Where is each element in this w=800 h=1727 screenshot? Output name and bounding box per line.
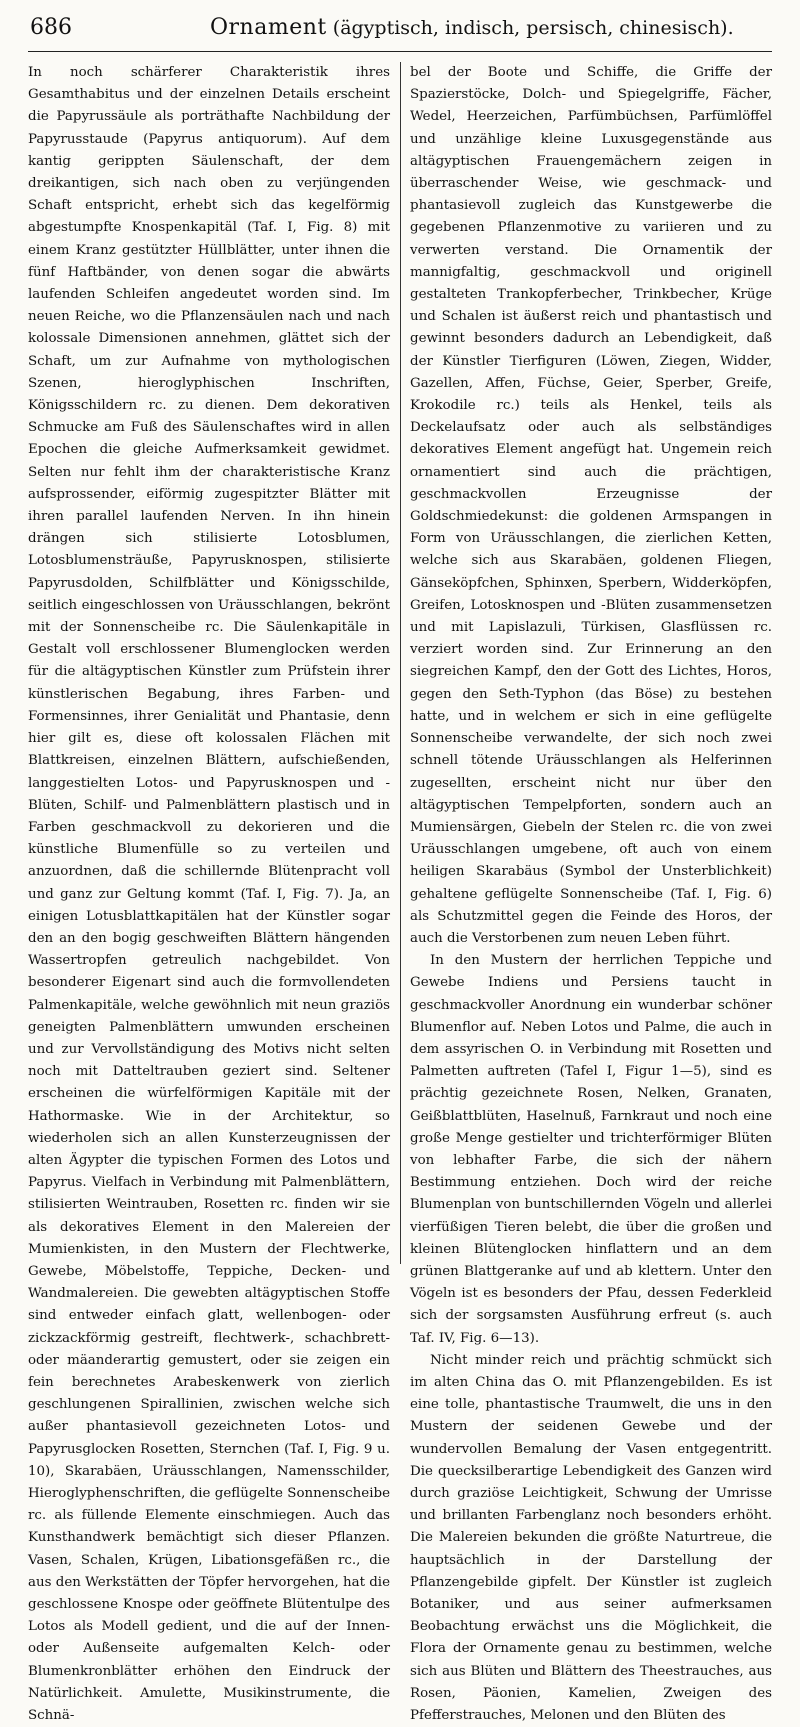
paragraph: In noch schärferer Charakteristik ihres Gesamthabitus und der einzelnen Details erscheint die Papyrussäule als porträthafte Nachbildung der Papyrusstaude (Papyrus antiquorum). Auf dem kantig gerippten Säulenschaft, der dem dreikantigen, sich nach oben zu verjüngenden Schaft entspricht, erhebt sich das kegelförmig abgestumpfte Knospenkapitäl (Taf. I, Fig. 8) mit einem Kranz gestützter Hüllblätter, unter ihnen die fünf Haftbänder, von denen sogar die abwärts laufenden Schleifen angedeutet worden sind. Im neuen Reiche, wo die Pflanzensäulen nach und nach kolossale Dimensionen annehmen, glättet sich der Schaft, um zur Aufnahme von mythologischen Szenen, hieroglyphischen Inschriften, Königsschildern rc. zu dienen. Dem dekorativen Schmucke am Fuß des Säulenschaftes wird in allen Epochen die gleiche Aufmerksamkeit gewidmet. Selten nur fehlt ihm der charakteristische Kranz aufsprossender, eiförmig zugespitzter Blätter mit ihren parallel laufenden Nerven. In ihn hinein drängen sich stilisierte Lotosblumen, Lotosblumensträuße, Papyrusknospen, stilisierte Papyrusdolden, Schilfblätter und Königsschilde, seitlich eingeschlossen von Uräusschlangen, bekrönt mit der Sonnenscheibe rc. Die Säulenkapitäle in Gestalt voll erschlossener Blumenglocken werden für die altägyptischen Künstler zum Prüfstein ihrer künstlerischen Begabung, ihres Farben- und Formensinnes, ihrer Genialität und Phantasie, denn hier gilt es, diese oft kolossalen Flächen mit Blattkreisen, einzelnen Blättern, aufschießenden, langgestielten Lotos- und Papyrusknospen und -Blüten, Schilf- und Palmenblättern plastisch und in Farben geschmackvoll zu dekorieren und die künstliche Blumenfülle so zu verteilen und anzuordnen, daß die schillernde Blütenpracht voll und ganz zur Geltung kommt (Taf. I, Fig. 7). Ja, an einigen Lotusblattkapitälen hat der Künstler sogar den an den bogig geschweiften Blättern hängenden Wassertropfen getreulich nachgebildet. Von besonderer Eigenart sind auch die formvollendeten Palmenkapitäle, welche gewöhnlich mit neun graziös geneigten Palmenblättern umwunden erscheinen und zur Vervollständigung des Motivs nicht selten noch mit Datteltrauben geziert sind. Seltener erscheinen die würfelförmigen Kapitäle mit der Hathormaske. Wie in der Architektur, so wiederholen sich an allen Kunsterzeugnissen der alten Ägypter die typischen Formen des Lotos und Papyrus. Vielfach in Verbindung mit Palmenblättern, stilisierten Weintrauben, Rosetten rc. finden wir sie als dekoratives Element in den Malereien der Mumienkisten, in den Mustern der Flechtwerke, Gewebe, Möbelstoffe, Teppiche, Decken- und Wandmalereien. Die gewebten altägyptischen Stoffe sind entweder einfach glatt, wellenbogen- oder zickzackförmig gestreift, flechtwerk-, schachbrett- oder mäanderartig gemustert, oder sie zeigen ein fein berechnetes Arabeskenwerk von zierlich geschlungenen Spirallinien, zwischen welche sich außer phantasievoll gezeichneten Lotos- und Papyrusglocken Rosetten, Sternchen (Taf. I, Fig. 9 u. 10), Skarabäen, Uräusschlangen, Namensschilder, Hieroglyphenschriften, die geflügelte Sonnenscheibe rc. als füllende Elemente einschmiegen. Auch das Kunsthandwerk bemächtigt sich dieser Pflanzen. Vasen, Schalen, Krügen, Libationsgefäßen rc., die aus den Werkstätten der Töpfer hervorgehen, hat die geschlossene Knospe oder geöffnete Blütentulpe des Lotos als Modell gedient, und die auf der Innen- oder Außenseite aufgemalten Kelch- oder Blumenkronblätter erhöhen den Eindruck der Natürlichkeit. Amulette, Musikinstrumente, die Schnä- [28,65,390,1724]
paragraph: In den Mustern der herrlichen Teppiche und Gewebe Indiens und Persiens taucht in geschmackvoller Anordnung ein wunderbar schöner Blumenflor auf. Neben Lotos und Palme, die auch in dem assyrischen O. in Verbindung mit Rosetten und Palmetten auftreten (Tafel I, Figur 1—5), sind es prächtig gezeichnete Rosen, Nelken, Granaten, Geißblattblüten, Haselnuß, Farnkraut und noch eine große Menge gestielter und trichterförmiger Blüten von lebhafter Farbe, die sich der nähern Bestimmung entziehen. Doch wird der reiche Blumenplan von buntschillernden Vögeln und allerlei vierfüßigen Tieren belebt, die über die großen und kleinen Blütenglocken hinflattern und an dem grünen Blattgeranke auf und ab klettern. Unter den Vögeln ist es besonders der Pfau, dessen Federkleid sich der sorgsamsten Ausführung erfreut (s. auch Taf. IV, Fig. 6—13). [410,953,772,1346]
paragraph: bel der Boote und Schiffe, die Griffe der Spazierstöcke, Dolch- und Spiegelgriffe, Fächer, Wedel, Heerzeichen, Parfümbüchsen, Parfümlöffel und unzählige kleine Luxusgegenstände aus altägyptischen Frauengemächern zeigen in überraschender Weise, wie geschmack- und phantasievoll zugleich das Kunstgewerbe die gegebenen Pflanzenmotive zu variieren und zu verwerten verstand. Die Ornamentik der mannigfaltig, geschmackvoll und originell gestalteten Trankopferbecher, Trinkbecher, Krüge und Schalen ist äußerst reich und phantastisch und gewinnt besonders dadurch an Lebendigkeit, daß der Künstler Tierfiguren (Löwen, Ziegen, Widder, Gazellen, Affen, Füchse, Geier, Sperber, Greife, Krokodile rc.) teils als Henkel, teils als Deckelaufsatz oder auch als selbständiges dekoratives Element angefügt hat. Ungemein reich ornamentiert sind auch die prächtigen, geschmackvollen Erzeugnisse der Goldschmiedekunst: die goldenen Armspangen in Form von Uräusschlangen, die zierlichen Ketten, welche sich aus Skarabäen, goldenen Fliegen, Gänseköpfchen, Sphinxen, Sperbern, Widderköpfen, Greifen, Lotosknospen und -Blüten zusammensetzen und mit Lapislazuli, Türkisen, Glasflüssen rc. verziert worden sind. Zur Erinnerung an den siegreichen Kampf, den der Gott des Lichtes, Horos, gegen den Seth-Typhon (das Böse) zu bestehen hatte, und in welchem er sich in eine geflügelte Sonnenscheibe verwandelte, der sich noch zwei schnell tötende Uräusschlangen als Helferinnen zugesellten, erscheint nicht nur über den altägyptischen Tempelpforten, sondern auch an Mumiensärgen, Giebeln der Stelen rc. die von zwei Uräusschlangen umgebene, oft auch von einem heiligen Skarabäus (Symbol der Unsterblichkeit) gehaltene geflügelte Sonnenscheibe (Taf. I, Fig. 6) als Schutzmittel gegen die Feinde des Horos, der auch die Verstorbenen zum neuen Leben führt. [410,65,772,946]
column-divider [400,62,401,1264]
running-head-title: Ornament [210,15,327,40]
header-rule [28,51,772,52]
running-head [210,14,734,42]
running-head-subtitle: (ägyptisch, indisch, persisch, chinesisch). [332,17,734,39]
right-column [410,62,772,1724]
left-column [28,62,390,1724]
paragraph: Nicht minder reich und prächtig schmückt sich im alten China das O. mit Pflanzengebilden. Es ist eine tolle, phantastische Traumwelt, die uns in den Mustern der seidenen Gewebe und der wundervollen Bemalung der Vasen entgegentritt. Die quecksilberartige Lebendigkeit des Ganzen wird durch graziöse Leichtigkeit, Schwung der Umrisse und brillanten Farbenglanz noch besonders erhöht. Die Malereien bekunden die größte Naturtreue, die hauptsächlich in der Darstellung der Pflanzengebilde gipfelt. Der Künstler ist zugleich Botaniker, und aus seiner aufmerksamen Beobachtung erwächst uns die Möglichkeit, die Flora der Ornamente genau zu bestimmen, welche sich aus Blüten und Blättern des Theestrauches, aus Rosen, Päonien, Kamelien, Zweigen des Pfefferstrauches, Melonen und den Blüten des [410,1352,772,1724]
page-number: 686 [30,15,72,40]
